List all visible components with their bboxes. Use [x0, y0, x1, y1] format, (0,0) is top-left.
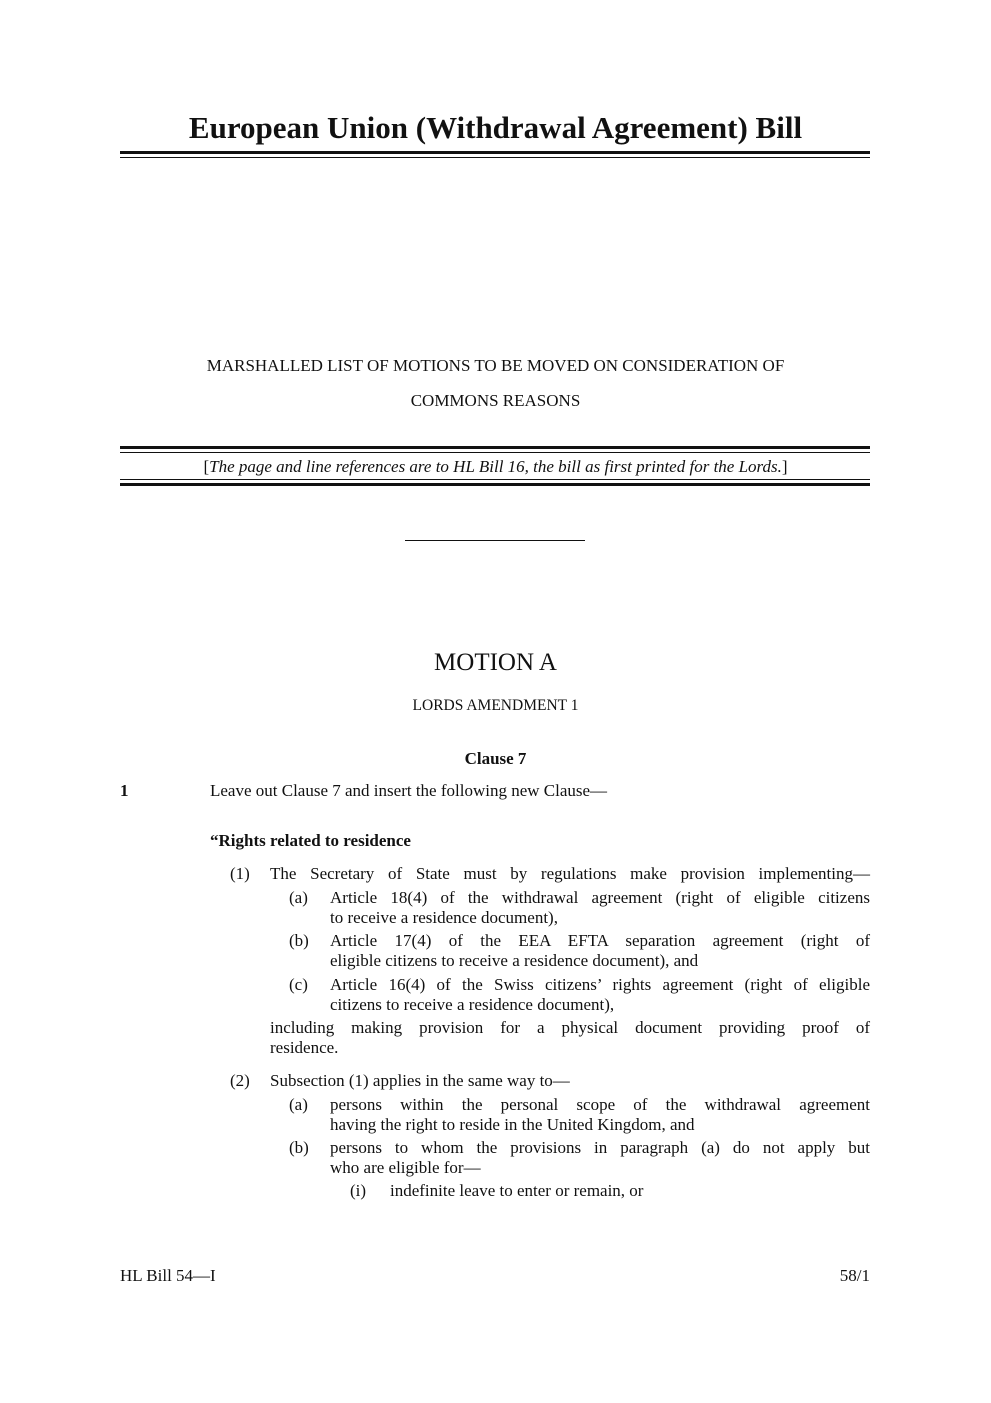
para-1a-line-2: to receive a residence document), — [330, 908, 558, 927]
subsection-1-number: (1) — [230, 864, 250, 883]
footer-page-ref: 58/1 — [839, 1266, 870, 1285]
amendment-label: LORDS AMENDMENT 1 — [412, 697, 579, 714]
note-rule-top-thin — [120, 452, 870, 453]
subsection-1-tail-line-1: including making provision for a physical document providing proof of — [270, 1018, 870, 1037]
motion-title: MOTION A — [434, 649, 557, 676]
para-1a-number: (a) — [289, 888, 308, 907]
para-1c-number: (c) — [289, 975, 308, 994]
clause-heading: Clause 7 — [464, 749, 527, 768]
subsection-1-tail-line-2: residence. — [270, 1038, 339, 1057]
para-2b-number: (b) — [289, 1138, 309, 1157]
separator-rule — [405, 540, 585, 541]
para-1b-line-1: Article 17(4) of the EEA EFTA separation agreement (right of — [330, 931, 870, 950]
subtitle-line-1: MARSHALLED LIST OF MOTIONS TO BE MOVED ON CONSIDERATION OF — [206, 356, 785, 375]
para-1c-line-1: Article 16(4) of the Swiss citizens’ rights agreement (right of eligible — [330, 975, 870, 994]
bill-title: European Union (Withdrawal Agreement) Bill — [188, 110, 803, 145]
para-1b-line-2: eligible citizens to receive a residence document), and — [330, 951, 699, 970]
footer-bill-number: HL Bill 54—I — [120, 1266, 216, 1285]
para-1a-line-1: Article 18(4) of the withdrawal agreement (right of eligible citizens — [330, 888, 870, 907]
para-2a-number: (a) — [289, 1095, 308, 1114]
para-1b-number: (b) — [289, 931, 309, 950]
title-rule-thick — [120, 151, 870, 154]
para-2b-line-2: who are eligible for— — [330, 1158, 481, 1177]
subsection-2-number: (2) — [230, 1071, 250, 1090]
note-rule-top-thick — [120, 446, 870, 449]
subpara-i-number: (i) — [350, 1181, 367, 1200]
note-rule-bottom-thick — [120, 483, 870, 486]
para-2b-line-1: persons to whom the provisions in paragraph (a) do not apply but — [330, 1138, 870, 1157]
reference-note: [The page and line references are to HL Bill 16, the bill as first printed for the Lords.] — [203, 457, 788, 476]
para-1c-line-2: citizens to receive a residence document), — [330, 995, 615, 1014]
amendment-intro: Leave out Clause 7 and insert the following new Clause— — [210, 781, 608, 800]
subtitle-line-2: COMMONS REASONS — [410, 391, 581, 410]
para-2a-line-1: persons within the personal scope of the withdrawal agreement — [330, 1095, 870, 1114]
subpara-i-text: indefinite leave to enter or remain, or — [390, 1181, 644, 1200]
title-rule-thin — [120, 157, 870, 158]
subsection-2-text: Subsection (1) applies in the same way to— — [270, 1071, 570, 1090]
note-rule-bottom-thin — [120, 479, 870, 480]
amendment-number: 1 — [120, 781, 129, 800]
new-clause-heading: “Rights related to residence — [210, 831, 411, 850]
para-2a-line-2: having the right to reside in the United Kingdom, and — [330, 1115, 695, 1134]
subsection-1-text: The Secretary of State must by regulations make provision implementing— — [270, 864, 870, 883]
